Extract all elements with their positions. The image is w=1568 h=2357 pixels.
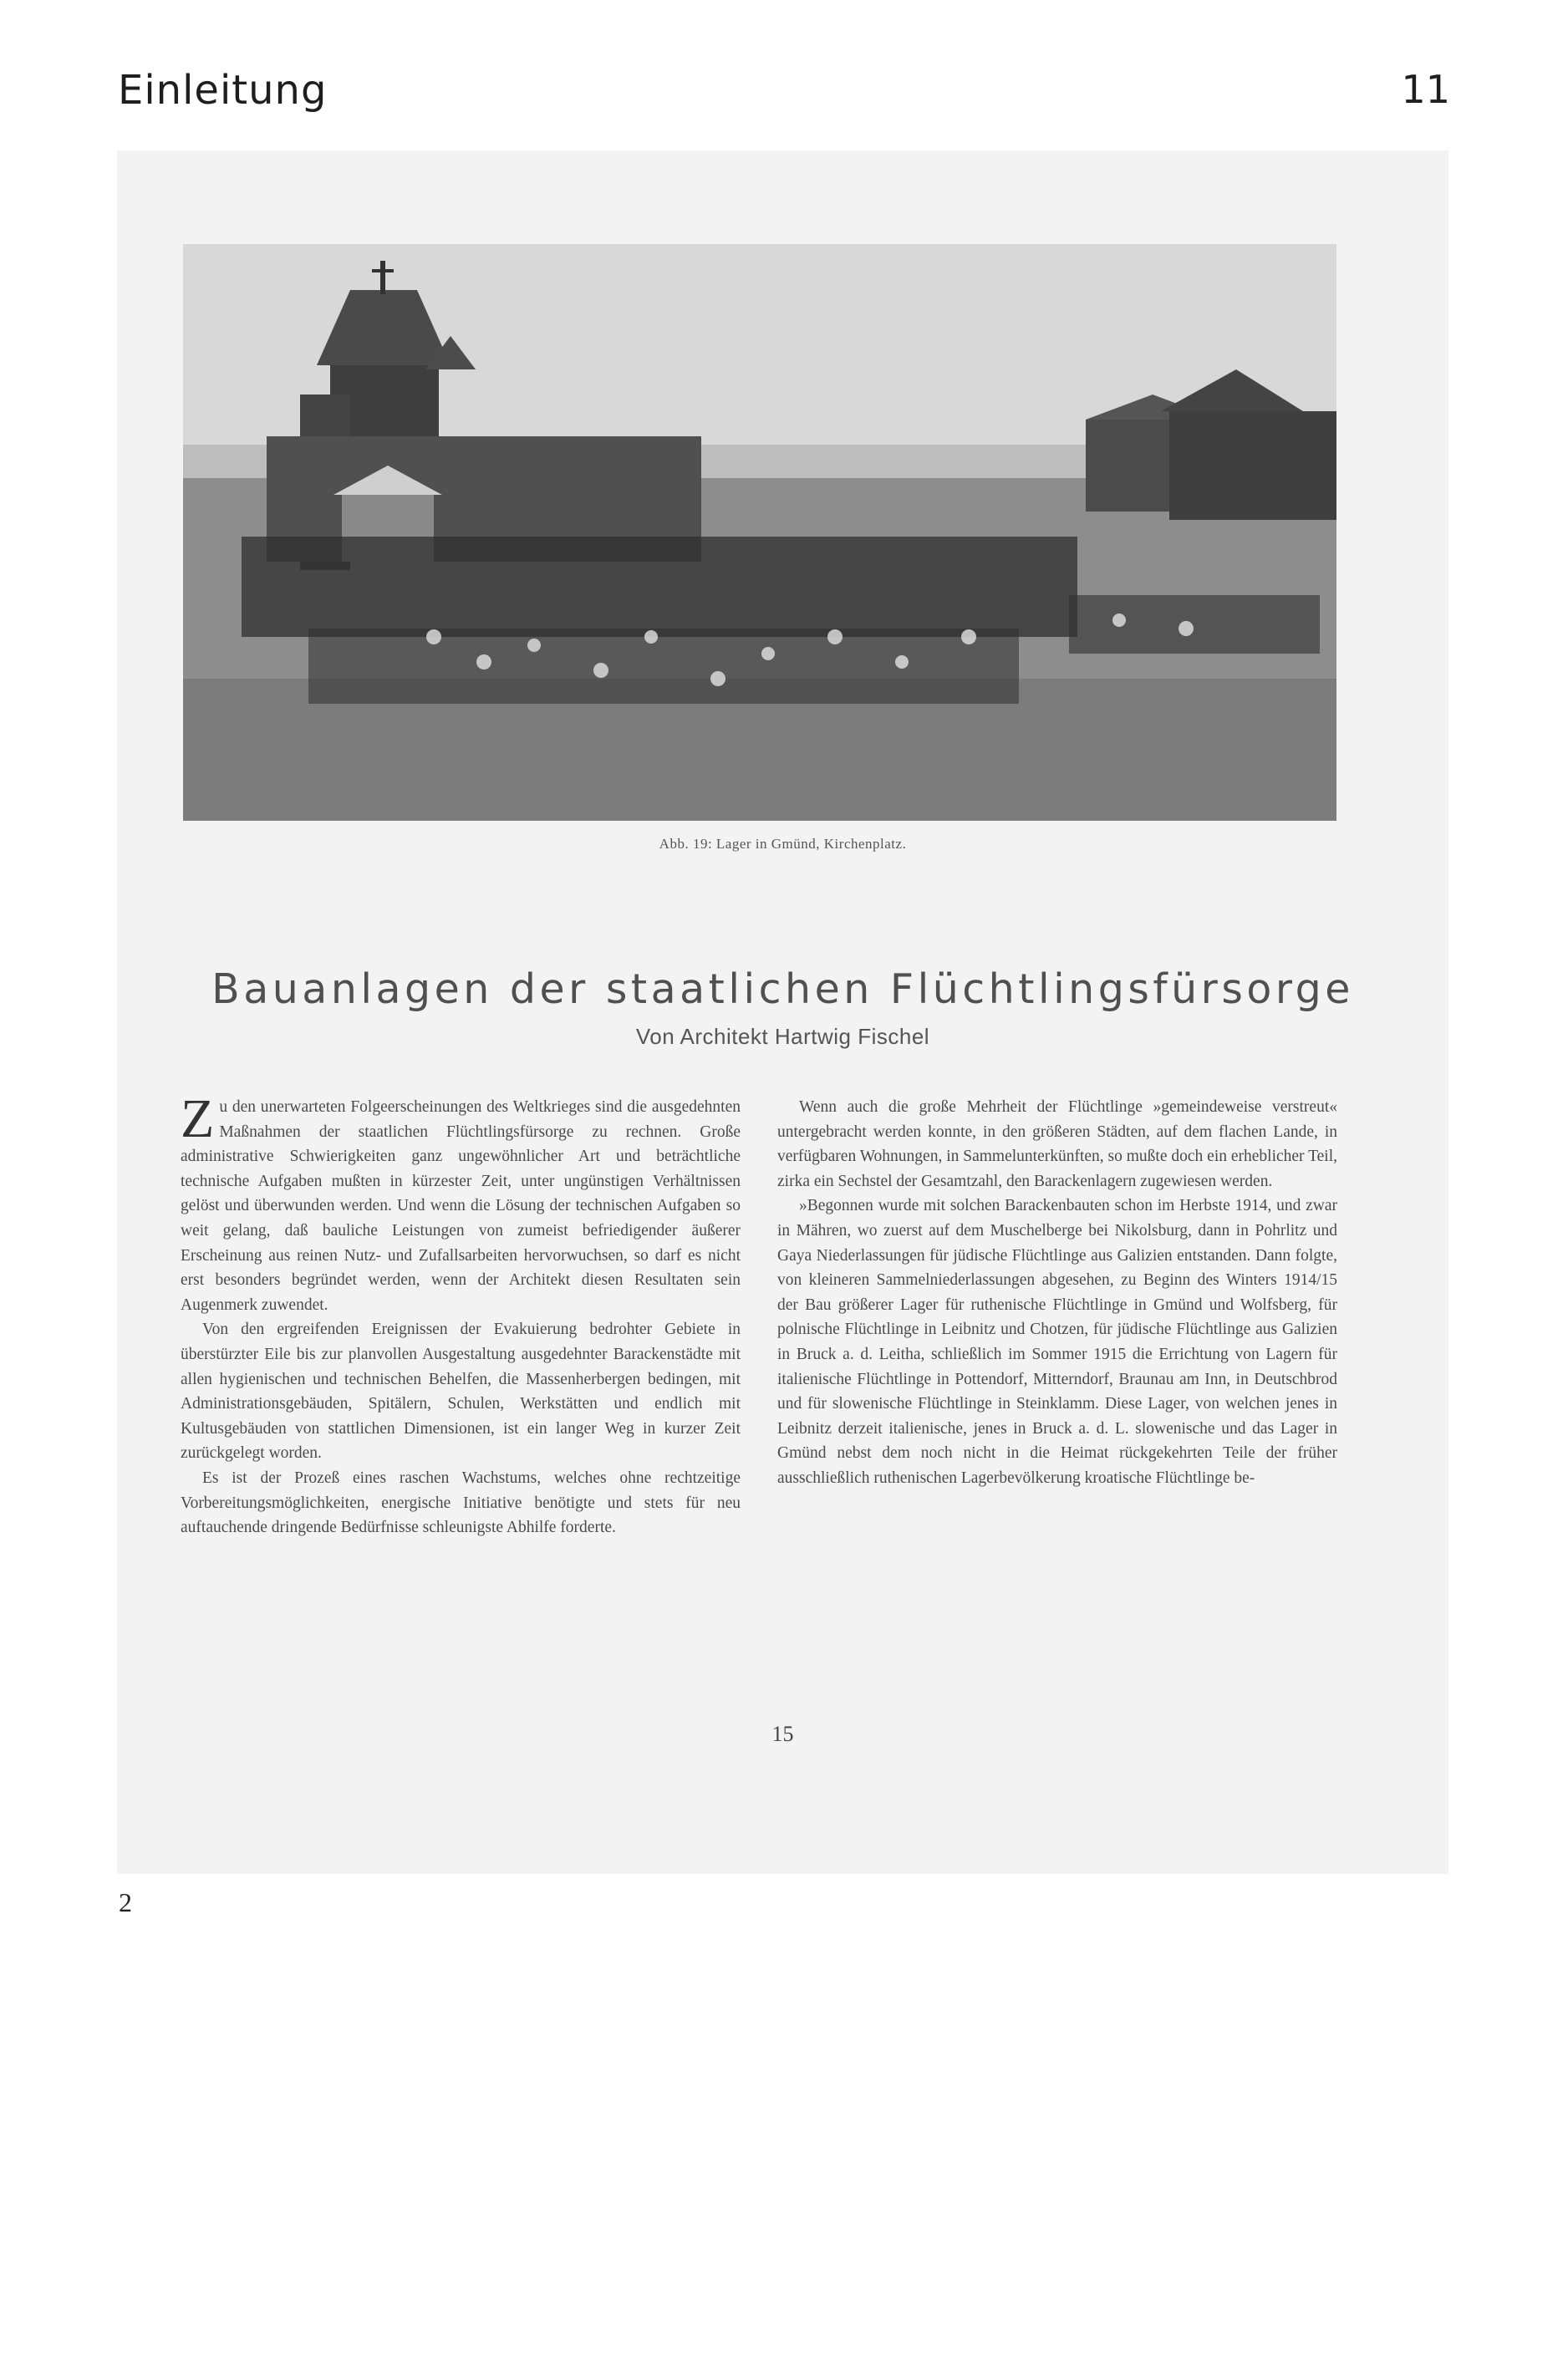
scanned-page <box>117 150 1448 1874</box>
paragraph: »Begonnen wurde mit solchen Barackenbauten schon im Herbste 1914, und zwar in Mähren, wo zuerst auf dem Muschelberge bei Nikolsburg, dann in Pohrlitz und Gaya Niederlassungen für jüdische Flüchtlinge aus Galizien entstanden. Dann folgte, von kleineren Sammelniederlassungen abgesehen, zu Beginn des Winters 1914/15 der Bau größerer Lager für ruthenische Flüchtlinge in Gmünd und Wolfsberg, für polnische Flüchtlinge in Leibnitz und Chotzen, für jüdische Flüchtlinge aus Galizien in Bruck a. d. Leitha, schließlich im Sommer 1915 die Errichtung von Lagern für italienische Flüchtlinge in Pottendorf, Mitterndorf, Braunau am Inn, in Deutschbrod und für slowenische Flüchtlinge in Steinklamm. Diese Lager, von welchen jenes in Leibnitz derzeit italienische, jenes in Bruck a. d. L. slowenische und das Lager in Gmünd nebst dem noch nicht in die Heimat rückgekehrten Teile der früher ausschließlich ruthenischen Lagerbevölkerung kroatische Flüchtlinge be- <box>777 1197 1337 1487</box>
paragraph: Von den ergreifenden Ereignissen der Evakuierung bedrohter Gebiete in überstürzter Eile bis zur planvollen Ausgestaltung ausgedehnter Barackenstädte mit allen hygienischen und technischen Behelfen, die Massenherbergen bedingen, mit Administrationsgebäuden, Spitälern, Schulen, Werkstätten und endlich mit Kultusgebäuden von stattlichen Dimensionen, ist ein langer Weg in kurzer Zeit zurückgelegt worden. <box>181 1321 741 1463</box>
paragraph: Es ist der Prozeß eines raschen Wachstums, welches ohne rechtzeitige Vorbereitungsmöglichkeiten, energische Initiative benötigte und stets für neu auftauchende dringende Bedürfnisse schleunigste Abhilfe forderte. <box>181 1469 741 1537</box>
right-column <box>777 1095 1337 1491</box>
drop-cap: Z <box>181 1088 215 1149</box>
folio-number: 15 <box>771 1722 794 1746</box>
page-number: 11 <box>1401 67 1450 112</box>
sheet-number: 2 <box>119 1887 132 1917</box>
photograph <box>183 244 1336 821</box>
article-title: Bauanlagen der staatlichen Flüchtlingsfürsorge <box>211 965 1354 1013</box>
running-head <box>118 59 1450 125</box>
figure-caption: Abb. 19: Lager in Gmünd, Kirchenplatz. <box>659 836 907 852</box>
left-column <box>181 1088 741 1540</box>
paragraph: Zu den unerwarteten Folgeerscheinungen des Weltkrieges sind die ausgedehnten Maßnahmen der staatlichen Flüchtlingsfürsorge zu rechnen. Große administrative Schwierigkeiten ganz ungewöhnlicher Art und beträchtliche technische Aufgaben mußten in kürzester Zeit, unter ungünstigen Verhältnissen gelöst und überwunden werden. Und wenn die Lösung der technischen Aufgaben so weit gelang, daß bauliche Leistungen von zumeist befriedigender äußerer Erscheinung aus reinen Nutz- und Zufallsarbeiten hervorwuchsen, so darf es nicht erst besonders begründet werden, wenn der Architekt diesen Resultaten sein Augenmerk zuwendet. <box>181 1088 741 1314</box>
article-byline: Von Architekt Hartwig Fischel <box>635 1024 930 1049</box>
photograph-illustration <box>183 244 1336 821</box>
section-title: Einleitung <box>118 67 328 114</box>
paragraph: Wenn auch die große Mehrheit der Flüchtlinge »gemeindeweise verstreut« untergebracht werden konnte, in den größeren Städten, auf dem flachen Lande, in verfügbaren Wohnungen, in Sammelunterkünften, so mußte doch ein erheblicher Teil, zirka ein Sechstel der Gesamtzahl, den Barackenlagern zugewiesen werden. <box>777 1098 1337 1190</box>
